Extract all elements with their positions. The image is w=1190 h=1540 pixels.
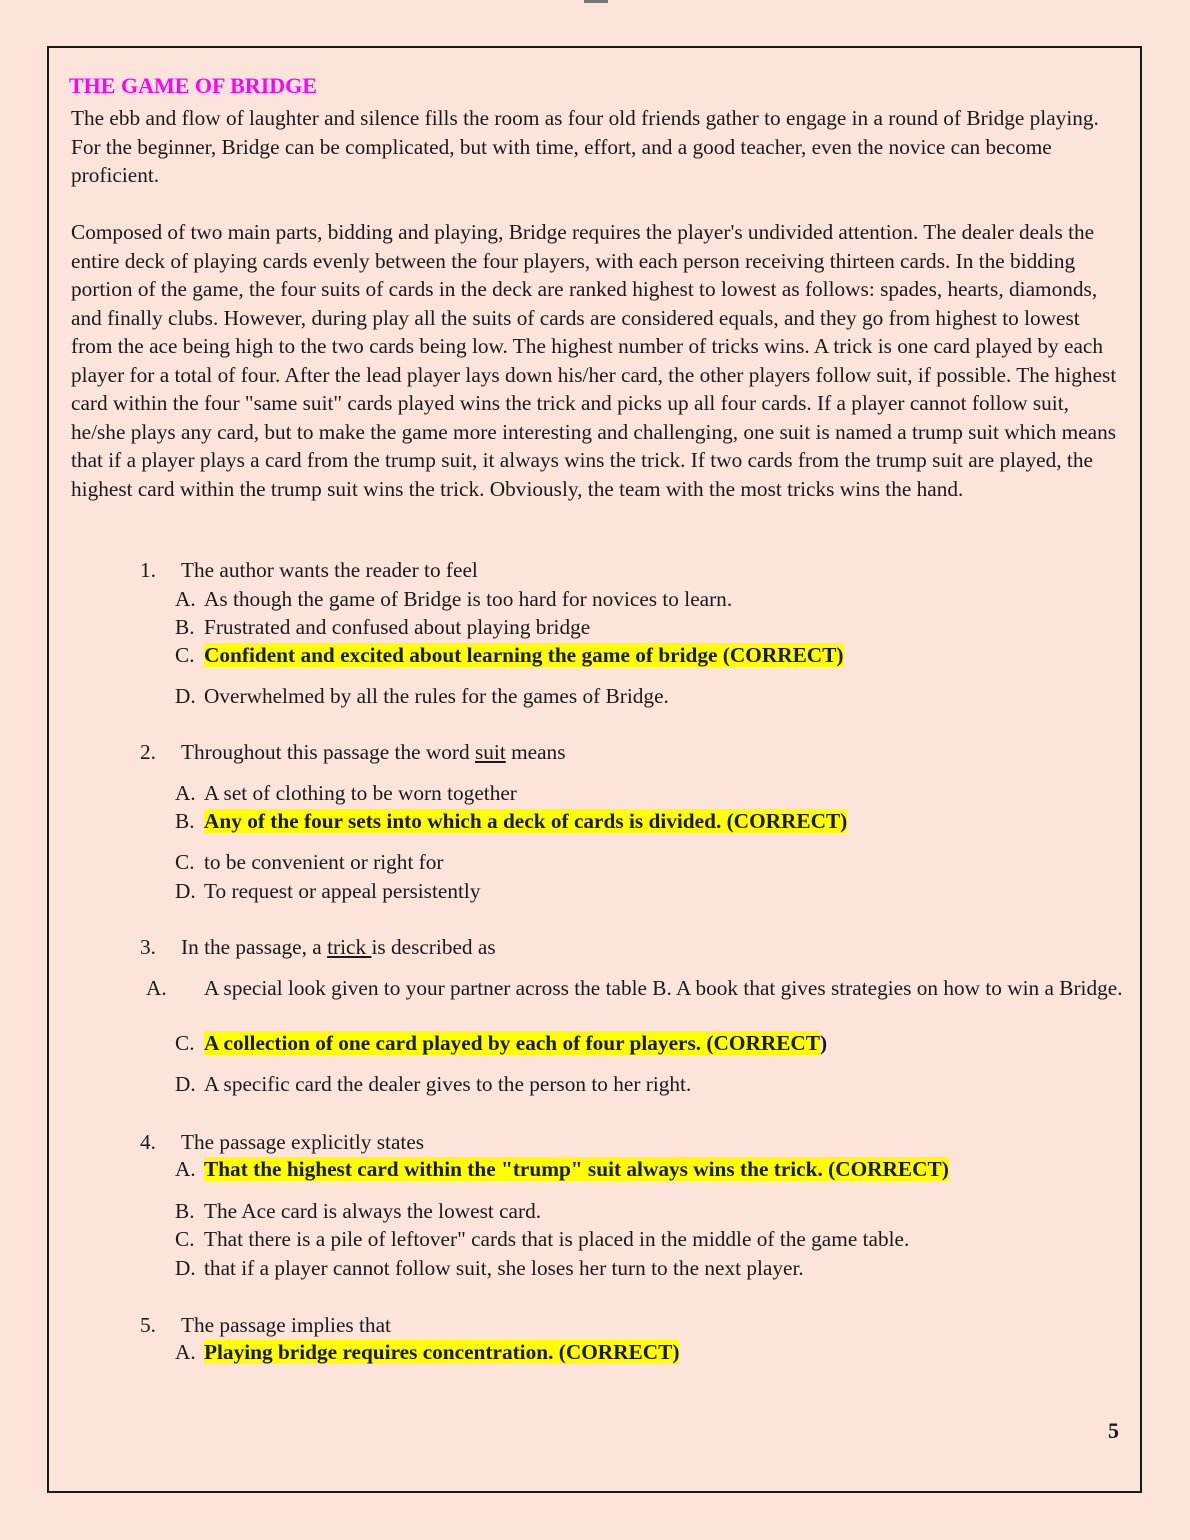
option-letter: D.	[175, 879, 196, 903]
option-text: That there is a pile of leftover" cards that is placed in the middle of the game table.	[204, 1227, 910, 1251]
option-text: To request or appeal persistently	[204, 879, 481, 903]
option-a	[146, 973, 1150, 1003]
option-text: to be convenient or right for	[204, 850, 444, 874]
option-b-correct	[175, 809, 847, 834]
option-letter: C.	[175, 1031, 195, 1055]
option-text: The Ace card is always the lowest card.	[204, 1199, 542, 1223]
option-letter: B.	[175, 1199, 195, 1223]
option-letter: A.	[175, 1157, 196, 1181]
question-number: 4.	[140, 1130, 156, 1154]
correct-answer-highlight: Confident and excited about learning the game of bridge (CORRECT)	[204, 643, 844, 667]
option-letter: C.	[175, 643, 195, 667]
option-b	[175, 1199, 541, 1224]
option-a-correct	[175, 1340, 679, 1365]
passage-paragraph-2: Composed of two main parts, bidding and playing, Bridge requires the player's undivided attention. The dealer deals the entire deck of playing cards evenly between the four players, with each person receiving thirteen cards. In the bidding portion of the game, the four suits of cards in the deck are ranked highest to lowest as follows: spades, hearts, diamonds, and finally clubs. However, during play all the suits of cards are considered equals, and they go from highest to lowest from the ace being high to the two cards being low. The highest number of tricks wins. A trick is one card played by each player for a total of four. After the lead player lays down his/her card, the other players follow suit, if possible. The highest card within the four "same suit" cards played wins the trick and picks up all four cards. If a player cannot follow suit, he/she plays any card, but to make the game more interesting and challenging, one suit is named a trump suit which means that if a player plays a card from the trump suit, it always wins the trick. If two cards from the trump suit are played, the highest card within the trump suit wins the trick. Obviously, the team with the most tricks wins the hand.	[71, 220, 1117, 501]
option-a	[175, 781, 517, 806]
option-c	[175, 1227, 909, 1252]
option-letter: A.	[146, 976, 167, 1000]
correct-answer-highlight: Any of the four sets into which a deck of cards is divided. (CORRECT)	[204, 809, 848, 833]
option-letter: D.	[175, 1256, 196, 1280]
option-text: A set of clothing to be worn together	[204, 781, 517, 805]
option-text: that if a player cannot follow suit, she loses her turn to the next player.	[204, 1256, 804, 1280]
option-letter: D.	[175, 1072, 196, 1096]
passage-paragraph-1: The ebb and flow of laughter and silence fills the room as four old friends gather to engage in a round of Bridge playing. For the beginner, Bridge can be complicated, but with time, effort, and a good teacher, even the novice can become proficient.	[71, 106, 1099, 187]
option-letter: C.	[175, 1227, 195, 1251]
option-b	[175, 615, 590, 640]
option-letter: A.	[175, 587, 196, 611]
option-c-correct	[175, 643, 844, 668]
option-d	[175, 1072, 691, 1097]
option-letter: A.	[175, 1340, 196, 1364]
option-d	[175, 1256, 804, 1281]
header-mark	[584, 0, 608, 3]
option-text: A specific card the dealer gives to the person to her right.	[204, 1072, 692, 1096]
question-text: Throughout this passage the word suit means	[181, 740, 566, 764]
underlined-keyword: trick	[327, 935, 372, 959]
option-a-correct	[175, 1157, 949, 1182]
question-text: In the passage, a trick is described as	[181, 935, 496, 959]
option-c	[175, 850, 444, 875]
page-title: THE GAME OF BRIDGE	[69, 73, 317, 98]
option-text: Frustrated and confused about playing bridge	[204, 615, 591, 639]
option-text: A special look given to your partner across the table B. A book that gives strategies on how to win a Bridge.	[204, 976, 1123, 1000]
option-letter: A.	[175, 781, 196, 805]
question-text: The passage implies that	[181, 1313, 391, 1337]
option-text: As though the game of Bridge is too hard for novices to learn.	[204, 587, 733, 611]
question-text: The author wants the reader to feel	[181, 558, 478, 582]
correct-answer-highlight: That the highest card within the "trump" suit always wins the trick. (CORRECT)	[204, 1157, 949, 1181]
underlined-keyword: suit	[474, 740, 506, 764]
option-c-correct: C. A collection of one card played by each of four players. (CORRECT)	[175, 1031, 828, 1055]
page-number: 5	[1108, 1418, 1119, 1443]
option-letter: B.	[175, 809, 195, 833]
option-letter: D.	[175, 684, 196, 708]
option-text: Overwhelmed by all the rules for the games of Bridge.	[204, 684, 669, 708]
option-d	[175, 684, 669, 709]
question-number: 2.	[140, 740, 156, 764]
question-number: 5.	[140, 1313, 156, 1337]
option-a	[175, 587, 732, 612]
option-d	[175, 879, 480, 904]
correct-answer-highlight: A collection of one card played by each of four players. (CORRECT	[204, 1031, 820, 1055]
question-number: 1.	[140, 558, 156, 582]
question-text: The passage explicitly states	[181, 1130, 425, 1154]
option-letter: C.	[175, 850, 195, 874]
question-number: 3.	[140, 935, 156, 959]
option-letter: B.	[175, 615, 195, 639]
correct-answer-highlight: Playing bridge requires concentration. (CORRECT)	[204, 1340, 680, 1364]
